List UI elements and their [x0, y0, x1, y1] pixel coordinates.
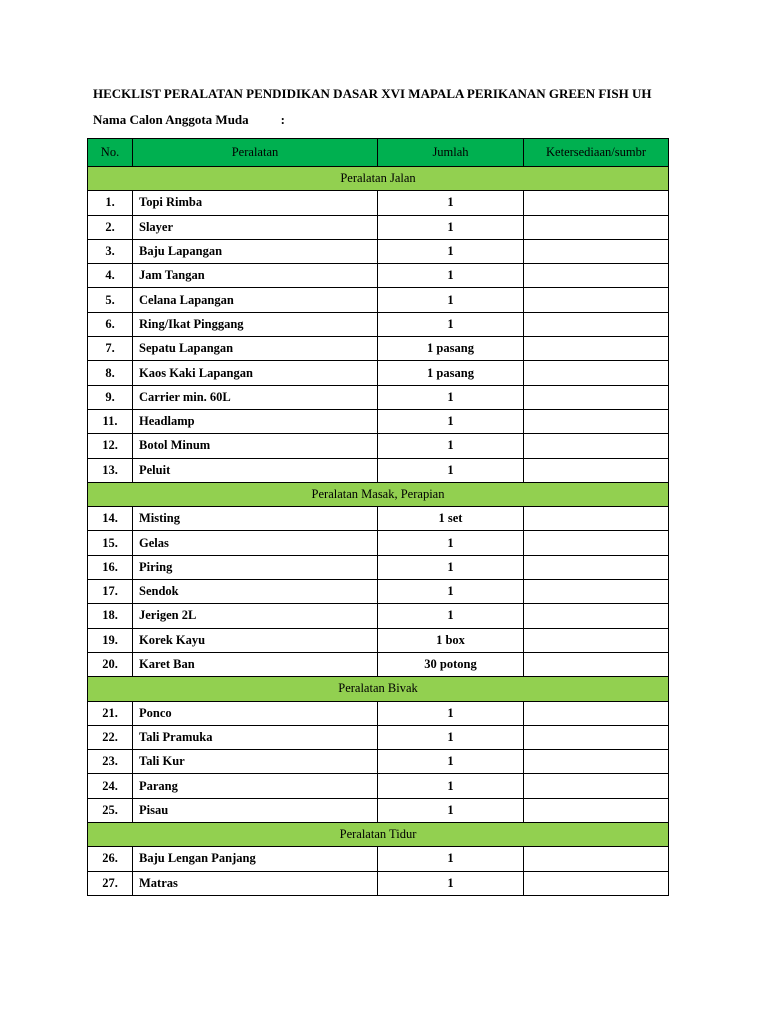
row-number: 24. [88, 774, 133, 798]
table-row [88, 264, 669, 288]
table-row [88, 239, 669, 263]
availability-cell[interactable] [524, 531, 669, 555]
row-number: 19. [88, 628, 133, 652]
item-quantity: 1 [378, 385, 524, 409]
section-label: Peralatan Bivak [88, 677, 669, 701]
table-row [88, 434, 669, 458]
availability-cell[interactable] [524, 458, 669, 482]
item-quantity: 1 [378, 604, 524, 628]
row-number: 9. [88, 385, 133, 409]
name-field-line [93, 112, 285, 128]
item-quantity: 30 potong [378, 652, 524, 676]
item-name: Carrier min. 60L [133, 385, 378, 409]
table-row [88, 847, 669, 871]
table-row [88, 628, 669, 652]
availability-cell[interactable] [524, 750, 669, 774]
item-name: Sendok [133, 580, 378, 604]
row-number: 23. [88, 750, 133, 774]
item-quantity: 1 [378, 531, 524, 555]
item-name: Peluit [133, 458, 378, 482]
table-row [88, 191, 669, 215]
row-number: 25. [88, 798, 133, 822]
item-name: Slayer [133, 215, 378, 239]
header-peralatan: Peralatan [133, 139, 378, 167]
section-row [88, 482, 669, 506]
item-quantity: 1 [378, 555, 524, 579]
table-row [88, 385, 669, 409]
availability-cell[interactable] [524, 191, 669, 215]
table-row [88, 531, 669, 555]
table-row [88, 361, 669, 385]
item-name: Celana Lapangan [133, 288, 378, 312]
table-row [88, 288, 669, 312]
item-quantity: 1 [378, 191, 524, 215]
table-row [88, 701, 669, 725]
row-number: 20. [88, 652, 133, 676]
row-number: 1. [88, 191, 133, 215]
availability-cell[interactable] [524, 409, 669, 433]
row-number: 4. [88, 264, 133, 288]
row-number: 26. [88, 847, 133, 871]
availability-cell[interactable] [524, 555, 669, 579]
item-name: Misting [133, 507, 378, 531]
availability-cell[interactable] [524, 798, 669, 822]
item-quantity: 1 [378, 215, 524, 239]
item-name: Tali Kur [133, 750, 378, 774]
section-label: Peralatan Tidur [88, 823, 669, 847]
item-quantity: 1 [378, 409, 524, 433]
section-row [88, 823, 669, 847]
item-name: Ponco [133, 701, 378, 725]
header-ketersediaan: Ketersediaan/sumbr [524, 139, 669, 167]
table-row [88, 604, 669, 628]
row-number: 21. [88, 701, 133, 725]
item-quantity: 1 [378, 580, 524, 604]
item-name: Tali Pramuka [133, 725, 378, 749]
availability-cell[interactable] [524, 239, 669, 263]
item-name: Ring/Ikat Pinggang [133, 312, 378, 336]
availability-cell[interactable] [524, 337, 669, 361]
row-number: 3. [88, 239, 133, 263]
row-number: 17. [88, 580, 133, 604]
availability-cell[interactable] [524, 701, 669, 725]
name-label: Nama Calon Anggota Muda [93, 112, 249, 127]
item-quantity: 1 box [378, 628, 524, 652]
section-label: Peralatan Jalan [88, 167, 669, 191]
table-row [88, 555, 669, 579]
row-number: 27. [88, 871, 133, 895]
table-row [88, 580, 669, 604]
availability-cell[interactable] [524, 215, 669, 239]
document-title: HECKLIST PERALATAN PENDIDIKAN DASAR XVI MAPALA PERIKANAN GREEN FISH UH [93, 86, 652, 101]
item-name: Korek Kayu [133, 628, 378, 652]
table-body [88, 167, 669, 896]
availability-cell[interactable] [524, 288, 669, 312]
row-number: 16. [88, 555, 133, 579]
table-row [88, 507, 669, 531]
item-quantity: 1 pasang [378, 337, 524, 361]
item-name: Parang [133, 774, 378, 798]
checklist-table [87, 138, 669, 896]
table-row [88, 458, 669, 482]
item-name: Kaos Kaki Lapangan [133, 361, 378, 385]
availability-cell[interactable] [524, 507, 669, 531]
item-quantity: 1 [378, 750, 524, 774]
item-quantity: 1 pasang [378, 361, 524, 385]
row-number: 13. [88, 458, 133, 482]
row-number: 7. [88, 337, 133, 361]
item-name: Jerigen 2L [133, 604, 378, 628]
row-number: 12. [88, 434, 133, 458]
item-quantity: 1 [378, 239, 524, 263]
availability-cell[interactable] [524, 264, 669, 288]
table-row [88, 409, 669, 433]
table-row [88, 725, 669, 749]
item-name: Baju Lengan Panjang [133, 847, 378, 871]
item-quantity: 1 [378, 312, 524, 336]
table-header-row [88, 139, 669, 167]
item-quantity: 1 [378, 798, 524, 822]
availability-cell[interactable] [524, 774, 669, 798]
item-quantity: 1 [378, 871, 524, 895]
item-name: Pisau [133, 798, 378, 822]
availability-cell[interactable] [524, 361, 669, 385]
item-name: Sepatu Lapangan [133, 337, 378, 361]
item-name: Botol Minum [133, 434, 378, 458]
item-quantity: 1 [378, 288, 524, 312]
availability-cell[interactable] [524, 652, 669, 676]
item-quantity: 1 set [378, 507, 524, 531]
table-row [88, 215, 669, 239]
item-name: Karet Ban [133, 652, 378, 676]
availability-cell[interactable] [524, 604, 669, 628]
row-number: 6. [88, 312, 133, 336]
name-colon: : [280, 112, 286, 127]
availability-cell[interactable] [524, 847, 669, 871]
item-name: Matras [133, 871, 378, 895]
availability-cell[interactable] [524, 385, 669, 409]
section-row [88, 167, 669, 191]
item-quantity: 1 [378, 458, 524, 482]
table-row [88, 798, 669, 822]
row-number: 14. [88, 507, 133, 531]
row-number: 15. [88, 531, 133, 555]
availability-cell[interactable] [524, 628, 669, 652]
item-name: Gelas [133, 531, 378, 555]
table-row [88, 871, 669, 895]
row-number: 22. [88, 725, 133, 749]
item-name: Topi Rimba [133, 191, 378, 215]
availability-cell[interactable] [524, 434, 669, 458]
item-quantity: 1 [378, 701, 524, 725]
header-no: No. [88, 139, 133, 167]
item-quantity: 1 [378, 264, 524, 288]
header-jumlah: Jumlah [378, 139, 524, 167]
availability-cell[interactable] [524, 871, 669, 895]
table-row [88, 750, 669, 774]
section-label: Peralatan Masak, Perapian [88, 482, 669, 506]
item-quantity: 1 [378, 434, 524, 458]
table-row [88, 312, 669, 336]
table-row [88, 337, 669, 361]
table-row [88, 774, 669, 798]
row-number: 11. [88, 409, 133, 433]
section-row [88, 677, 669, 701]
item-quantity: 1 [378, 847, 524, 871]
row-number: 5. [88, 288, 133, 312]
availability-cell[interactable] [524, 725, 669, 749]
table-row [88, 652, 669, 676]
row-number: 8. [88, 361, 133, 385]
availability-cell[interactable] [524, 312, 669, 336]
row-number: 2. [88, 215, 133, 239]
item-quantity: 1 [378, 774, 524, 798]
item-name: Jam Tangan [133, 264, 378, 288]
availability-cell[interactable] [524, 580, 669, 604]
item-name: Piring [133, 555, 378, 579]
item-name: Headlamp [133, 409, 378, 433]
item-quantity: 1 [378, 725, 524, 749]
item-name: Baju Lapangan [133, 239, 378, 263]
row-number: 18. [88, 604, 133, 628]
